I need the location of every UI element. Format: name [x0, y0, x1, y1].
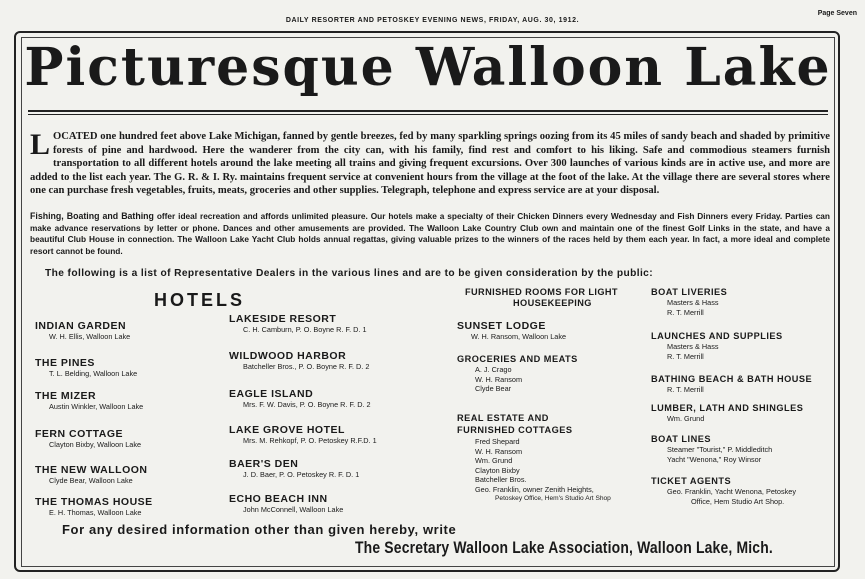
masthead-title: DAILY RESORTER AND PETOSKEY EVENING NEWS, FRIDAY, AUG. 30, 1912. — [285, 17, 580, 24]
heading-line: HOUSEKEEPING — [513, 298, 592, 308]
dealer-owner: Wm. Grund — [475, 456, 513, 465]
hotel-owner: Clayton Bixby, Walloon Lake — [49, 440, 142, 449]
intro-paragraph — [30, 130, 830, 198]
hotel-listing — [35, 357, 137, 379]
drop-cap: L — [30, 128, 51, 161]
hotel-listing — [35, 390, 143, 412]
dealer-name: SUNSET LODGE — [457, 320, 546, 332]
dealer-listing — [651, 286, 727, 317]
hotel-name: THE THOMAS HOUSE — [35, 496, 153, 508]
hotel-owner: E. H. Thomas, Walloon Lake — [49, 508, 142, 517]
dealer-listing — [651, 402, 803, 424]
dealers-intro: The following is a list of Representative Dealers in the various lines and are to be given consideration by the public: — [45, 268, 654, 279]
dealer-listing — [651, 475, 796, 506]
recreation-text: offer ideal recreation and affords unlimited pleasure. Our hotels make a specialty of their Chicken Dinners every Wednesday and Fish Dinners every Friday. Parties can make advance reservations by letter or phone. Dances and other amusements are provided. The Walloon Lake Country Club own and maintain one of the finest Golf Links in the state, and have a beautiful Club House in connection. The Walloon Lake Yacht Club holds annual regattas, giving valuable prizes to the winners of the races held by them each year. In fact, a more ideal and complete resort cannot be found. — [30, 211, 830, 257]
hotel-owner: Austin Winkler, Walloon Lake — [49, 402, 144, 411]
hotel-listing — [35, 320, 130, 342]
dealer-category: TICKET AGENTS — [651, 476, 732, 486]
page-number: Page Seven — [817, 10, 857, 17]
dealer-category: LUMBER, LATH AND SHINGLES — [651, 403, 804, 413]
dealer-listing — [651, 433, 772, 464]
furnished-rooms-heading — [465, 287, 618, 309]
intro-text: OCATED one hundred feet above Lake Michigan, fanned by gentle breezes, fed by many sparkling springs oozing from its 45 miles of sandy beach and shaded by primitive forests of pine and hardwood. Here the wanderer from the city can, with his family, find rest and comfort to his liking. Safe and commodious steamers furnish transportation to all different hotels around the lake meeting all trains and giving frequent excursions. Over 300 launches of various kinds are in active use, and more are added to the list each year. The G. R. & I. Ry. maintains frequent service at convenient hours from the village at the foot of the lake. At the village there are several stores where one can purchase fresh vegetables, fruits, meats, groceries and other supplies. Telegraph, telephone and express service are at your disposal. — [30, 131, 830, 197]
hotel-owner: John McConnell, Walloon Lake — [243, 505, 344, 514]
dealer-owner: Wm. Grund — [667, 414, 705, 423]
hotel-listing — [229, 458, 359, 480]
dealer-owner: Petoskey Office, Hem's Studio Art Shop — [495, 495, 611, 502]
dealer-owner: Fred Shepard — [475, 437, 520, 446]
dealer-listing — [651, 330, 783, 361]
hotel-owner: W. H. Ellis, Walloon Lake — [49, 332, 131, 341]
hotels-heading: HOTELS — [154, 290, 246, 310]
dealer-category: BOAT LIVERIES — [651, 287, 728, 297]
dealer-category: BOAT LINES — [651, 434, 711, 444]
hotel-owner: Batcheller Bros., P. O. Boyne R. F. D. 2 — [243, 362, 370, 371]
hotel-owner: Clyde Bear, Walloon Lake — [49, 476, 133, 485]
association-signature: The Secretary Walloon Lake Association, Walloon Lake, Mich. — [355, 538, 773, 557]
headline-rule-top — [28, 110, 828, 112]
dealer-owner: Geo. Franklin, Yacht Wenona, Petoskey — [667, 487, 796, 496]
contact-line: For any desired information other than given hereby, write — [62, 522, 457, 537]
dealer-owner: R. T. Merrill — [667, 385, 704, 394]
dealer-owner: R. T. Merrill — [667, 351, 704, 361]
hotel-owner: C. H. Camburn, P. O. Boyne R. F. D. 1 — [243, 325, 367, 334]
hotel-listing — [35, 496, 153, 518]
hotel-listing — [35, 464, 148, 486]
dealer-owner: Yacht "Wenona," Roy Winsor — [667, 454, 762, 464]
dealer-category: LAUNCHES AND SUPPLIES — [651, 331, 783, 341]
hotel-name: THE PINES — [35, 357, 95, 369]
dealer-owner: A. J. Crago — [475, 365, 512, 374]
dealer-owner: Clayton Bixby — [475, 465, 520, 475]
hotel-name: INDIAN GARDEN — [35, 320, 127, 332]
heading-line: FURNISHED ROOMS FOR LIGHT — [465, 287, 618, 297]
dealer-listing — [457, 412, 611, 504]
dealer-listing — [457, 320, 566, 342]
hotel-name: ECHO BEACH INN — [229, 493, 328, 505]
hotel-name: LAKE GROVE HOTEL — [229, 424, 345, 436]
hotel-name: WILDWOOD HARBOR — [229, 350, 347, 362]
hotel-listing — [35, 428, 141, 450]
recreation-paragraph — [30, 211, 830, 258]
hotel-listing — [229, 388, 371, 410]
hotel-name: BAER'S DEN — [229, 458, 299, 470]
hotel-name: LAKESIDE RESORT — [229, 313, 337, 325]
dealer-owner: Masters & Hass — [667, 342, 719, 351]
hotel-name: THE MIZER — [35, 390, 97, 402]
dealer-owner: Batcheller Bros. — [475, 475, 527, 484]
hotel-listing — [229, 313, 367, 335]
hotel-owner: J. D. Baer, P. O. Petoskey R. F. D. 1 — [243, 470, 360, 479]
hotel-name: EAGLE ISLAND — [229, 388, 314, 400]
hotel-listing — [229, 424, 377, 446]
dealer-owner: Office, Hem Studio Art Shop. — [691, 496, 785, 506]
hotel-name: FERN COTTAGE — [35, 428, 124, 440]
headline-rule-bottom — [28, 114, 828, 115]
masthead — [0, 0, 865, 26]
dealer-owner: R. T. Merrill — [667, 307, 704, 317]
hotel-listing — [229, 493, 343, 515]
dealer-owner: Masters & Hass — [667, 298, 719, 307]
hotel-listing — [229, 350, 369, 372]
hotel-name: THE NEW WALLOON — [35, 464, 148, 476]
dealer-category: FURNISHED COTTAGES — [457, 425, 573, 435]
dealer-category: BATHING BEACH & BATH HOUSE — [651, 374, 813, 384]
dealer-owner: W. H. Ransom — [475, 446, 523, 456]
dealer-owner: W. H. Ransom, Walloon Lake — [471, 332, 567, 341]
hotel-owner: Mrs. M. Rehkopf, P. O. Petoskey R.F.D. 1 — [243, 436, 377, 445]
dealer-category: REAL ESTATE AND — [457, 413, 549, 423]
dealer-listing — [457, 353, 578, 394]
ad-headline: Picturesque Walloon Lake — [24, 37, 832, 98]
recreation-lead: Fishing, Boating and Bathing — [30, 211, 154, 221]
dealer-owner: Clyde Bear — [475, 384, 512, 393]
dealer-owner: Geo. Franklin, owner Zenith Heights, — [475, 484, 594, 494]
dealer-owner: Steamer "Tourist," P. Middleditch — [667, 445, 773, 454]
hotel-owner: T. L. Belding, Walloon Lake — [49, 369, 138, 378]
hotel-owner: Mrs. F. W. Davis, P. O. Boyne R. F. D. 2 — [243, 400, 371, 409]
dealer-category: GROCERIES AND MEATS — [457, 354, 578, 364]
dealer-listing — [651, 373, 812, 395]
dealer-owner: W. H. Ransom — [475, 374, 523, 384]
